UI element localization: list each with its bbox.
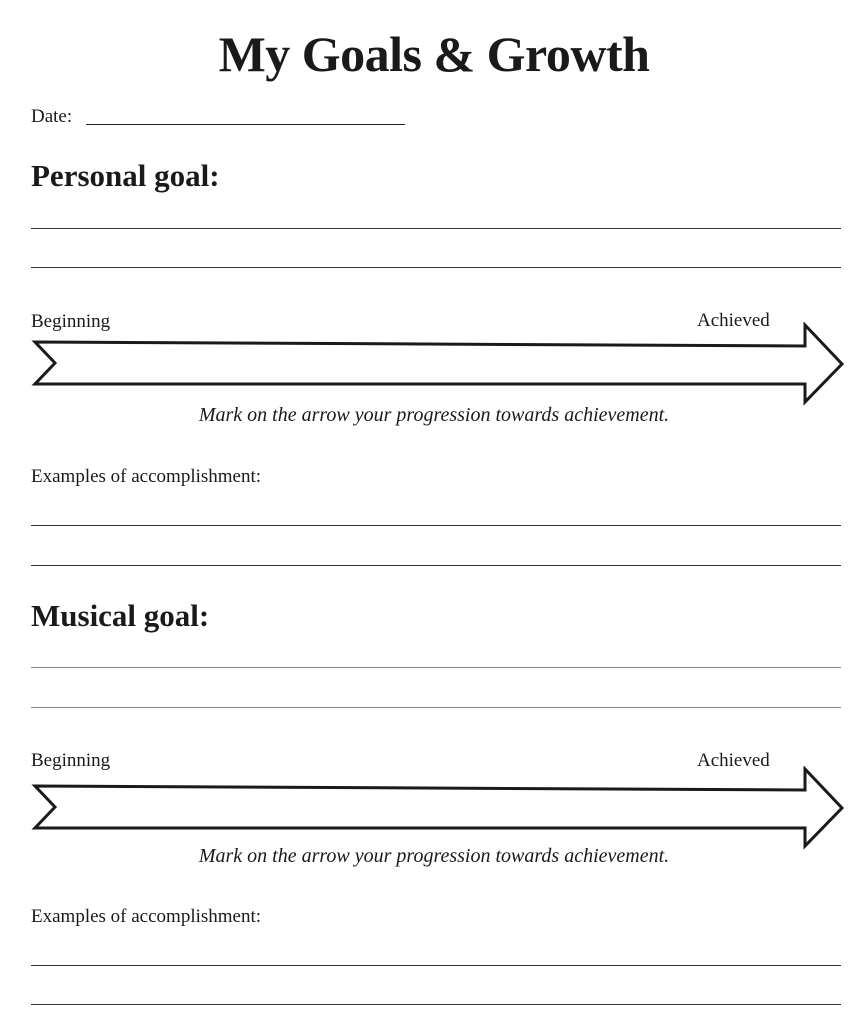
musical-progress-arrow[interactable] [28,766,848,852]
personal-examples-label: Examples of accomplishment: [31,466,262,487]
personal-arrow-instruction: Mark on the arrow your progression towards achievement. [198,404,670,426]
musical-examples-label: Examples of accomplishment: [31,906,262,927]
date-label: Date: [31,106,73,127]
musical-goal-line-2[interactable] [31,707,841,708]
date-field[interactable] [86,124,405,125]
personal-achieved-label: Achieved [697,310,770,331]
musical-examples-line-2[interactable] [31,1004,841,1005]
personal-goal-line-1[interactable] [31,228,841,229]
musical-goal-heading: Musical goal: [31,598,210,633]
page-title: My Goals & Growth [218,26,650,82]
musical-arrow-instruction: Mark on the arrow your progression towards achievement. [198,845,670,867]
musical-achieved-label: Achieved [697,750,770,771]
personal-goal-heading: Personal goal: [31,158,220,193]
musical-goal-line-1[interactable] [31,667,841,668]
personal-beginning-label: Beginning [31,311,111,332]
musical-beginning-label: Beginning [31,750,111,771]
personal-examples-line-1[interactable] [31,525,841,526]
personal-goal-line-2[interactable] [31,267,841,268]
personal-examples-line-2[interactable] [31,565,841,566]
musical-examples-line-1[interactable] [31,965,841,966]
personal-progress-arrow[interactable] [28,322,848,408]
